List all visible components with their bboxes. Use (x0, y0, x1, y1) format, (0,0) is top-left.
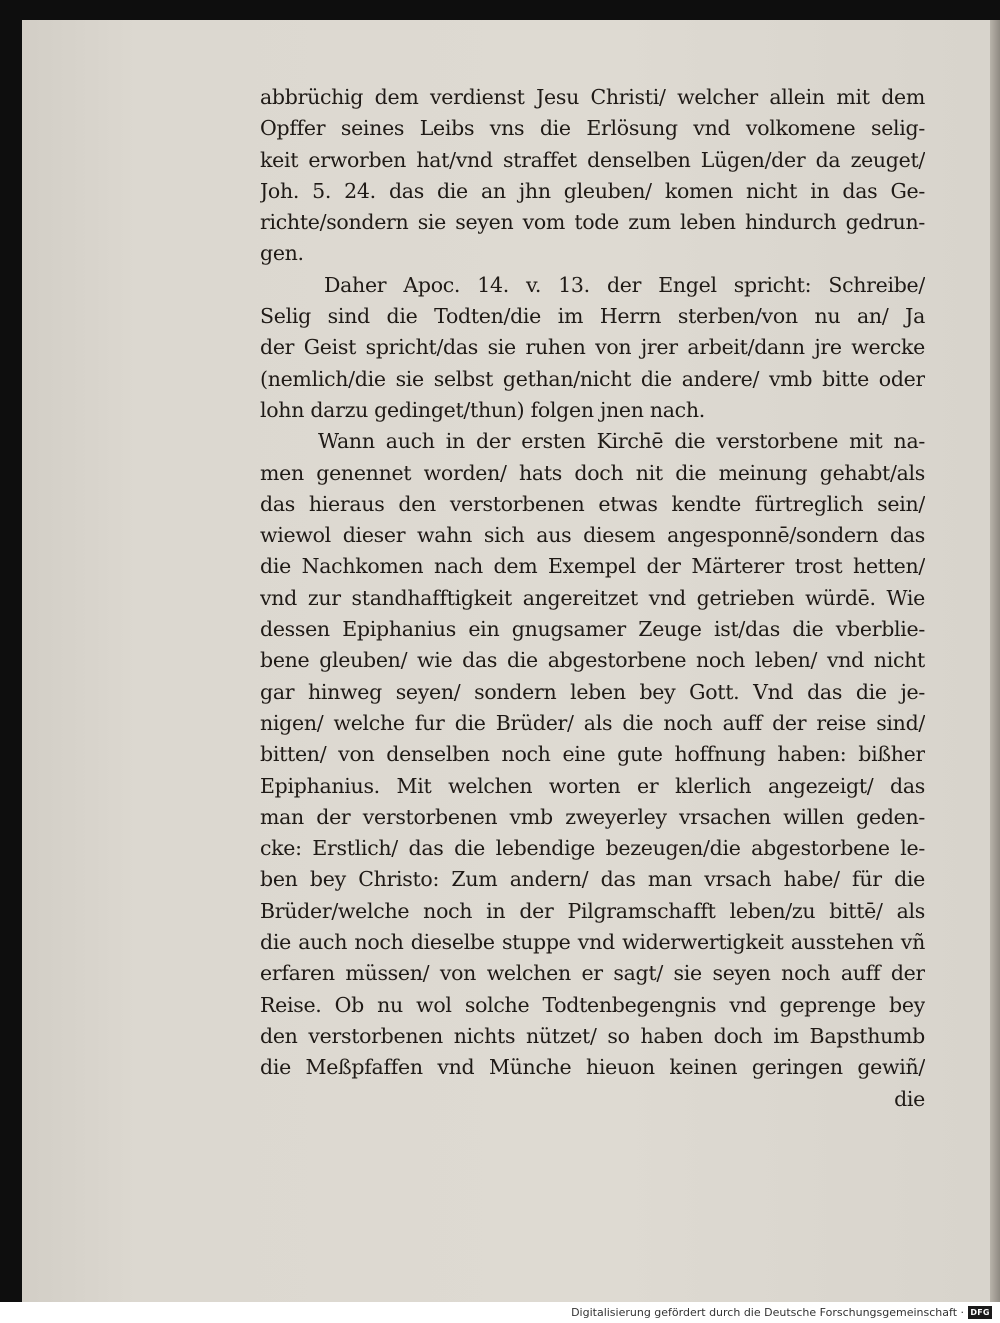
text-line: Joh. 5. 24. das die an jhn gleuben/ komen nicht in das Ge- (260, 178, 925, 203)
text-line: die Meßpfaffen vnd Münche hieuon keinen geringen gewiñ/ (260, 1055, 925, 1080)
text-line: (nemlich/die sie selbst gethan/nicht die andere/ vmb bitte oder (260, 366, 925, 391)
text-line: ben bey Christo: Zum andern/ das man vrsach habe/ für die (260, 867, 925, 892)
text-line: richte/sondern sie seyen vom tode zum leben hindurch gedrun- (260, 210, 925, 235)
text-line: die auch noch dieselbe stuppe vnd widerwertigkeit ausstehen vñ (260, 930, 925, 955)
text-line: Brüder/welche noch in der Pilgramschafft leben/zu bittē/ als (260, 898, 925, 923)
text-line: die Nachkomen nach dem Exempel der Märterer trost hetten/ (260, 554, 925, 579)
text-line: den verstorbenen nichts nützet/ so haben doch im Bapsthumb (260, 1023, 925, 1048)
text-line: gen. (260, 241, 304, 266)
text-line: das hieraus den verstorbenen etwas kendte fürtreglich sein/ (260, 491, 925, 516)
text-line: erfaren müssen/ von welchen er sagt/ sie seyen noch auff der (260, 961, 925, 986)
text-line: abbrüchig dem verdienst Jesu Christi/ welcher allein mit dem (260, 85, 925, 109)
text-line: wiewol dieser wahn sich aus diesem angesponnē/sondern das (260, 523, 925, 548)
page-text-block (260, 82, 925, 1115)
text-line: Reise. Ob nu wol solche Todtenbegengnis vnd geprenge bey (260, 992, 925, 1017)
funding-credit: Digitalisierung gefördert durch die Deutsche Forschungsgemeinschaft · (571, 1306, 964, 1319)
text-line: Selig sind die Todten/die im Herrn sterben/von nu an/ Ja (260, 304, 925, 329)
text-line: bene gleuben/ wie das die abgestorbene noch leben/ vnd nicht (260, 648, 925, 673)
page-edge (990, 20, 1000, 1302)
text-line: man der verstorbenen vmb zweyerley vrsachen willen geden- (260, 804, 925, 829)
text-line: Epiphanius. Mit welchen worten er klerlich angezeigt/ das (260, 773, 925, 798)
footer-bar (0, 1302, 1000, 1323)
text-line: dessen Epiphanius ein gnugsamer Zeuge ist/das die vberblie- (260, 617, 925, 642)
catchword: die (894, 1086, 925, 1111)
text-line: Wann auch in der ersten Kirchē die verstorbene mit na- (318, 429, 925, 454)
text-line: gar hinweg seyen/ sondern leben bey Gott. Vnd das die je- (260, 679, 925, 704)
text-line: nigen/ welche fur die Brüder/ als die noch auff der reise sind/ (260, 710, 925, 735)
text-line: men genennet worden/ hats doch nit die meinung gehabt/als (260, 460, 925, 485)
dfg-logo: DFG (968, 1306, 992, 1319)
text-line: lohn darzu gedinget/thun) folgen jnen nach. (260, 397, 705, 422)
text-line: vnd zur standhafftigkeit angereitzet vnd getrieben würdē. Wie (260, 585, 925, 610)
text-line: bitten/ von denselben noch eine gute hoffnung haben: bißher (260, 742, 925, 767)
text-line: cke: Erstlich/ das die lebendige bezeugen/die abgestorbene le- (260, 836, 925, 861)
text-line: Daher Apoc. 14. v. 13. der Engel spricht: Schreibe/ (324, 272, 925, 297)
text-line: keit erworben hat/vnd straffet denselben Lügen/der da zeuget/ (260, 147, 925, 172)
text-line: Opffer seines Leibs vns die Erlösung vnd volkomene selig- (260, 116, 925, 141)
text-line: der Geist spricht/das sie ruhen von jrer arbeit/dann jre wercke (260, 335, 925, 360)
